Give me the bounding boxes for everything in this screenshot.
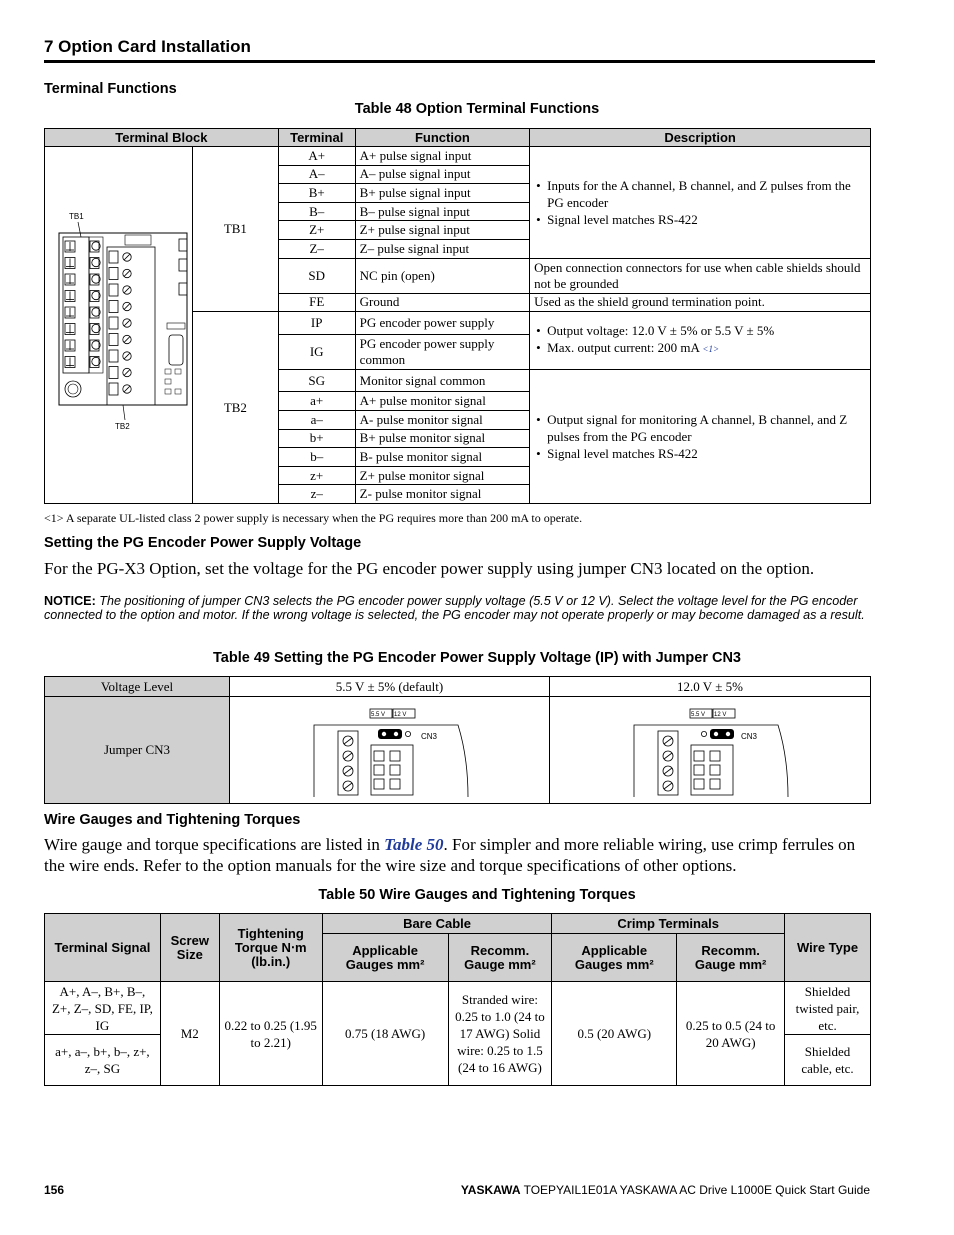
table-50-caption: Table 50 Wire Gauges and Tightening Torques [318, 887, 636, 903]
wire-type-cell: Shielded twisted pair, etc. [785, 982, 871, 1035]
signal-cell: a+, a–, b+, b–, z+, z–, SG [45, 1035, 161, 1086]
tb2-screw-slot [124, 287, 130, 293]
tb2-label-box [109, 268, 118, 280]
column-header: Description [530, 129, 871, 147]
tb1-label-box [90, 291, 99, 302]
terminal-cell: Z+ [278, 221, 355, 240]
column-header: Terminal Block [45, 129, 279, 147]
terminal-cell: B– [278, 202, 355, 221]
wire-body-text: Wire gauge and torque specifications are listed in [44, 835, 385, 854]
jumper-pin [381, 731, 386, 736]
connector-pin [390, 765, 400, 775]
terminal-cell: z+ [278, 466, 355, 485]
description-fe: Used as the shield ground termination point. [530, 293, 871, 312]
terminal-block-diagram [45, 147, 192, 499]
tb2-screw-slot [124, 353, 130, 359]
tb2-label-box [109, 317, 118, 329]
connector-pin [694, 765, 704, 775]
table-49-caption: Table 49 Setting the PG Encoder Power Supply Voltage (IP) with Jumper CN3 [213, 650, 741, 666]
header-bare-cable: Bare Cable [322, 914, 552, 934]
voltage-level-label: Voltage Level [45, 677, 230, 697]
function-cell: A+ pulse signal input [355, 147, 529, 166]
tb2-screw-slot [124, 304, 130, 310]
terminal-cell: B+ [278, 184, 355, 203]
footnote: <1> A separate UL-listed class 2 power supply is necessary when the PG requires more than 200 mA to operate. [44, 511, 583, 525]
terminal-block-tb2: TB2 [193, 312, 279, 504]
connector-pin [694, 751, 704, 761]
jumper-12v-label: 12 V [714, 712, 727, 718]
function-cell: B– pulse signal input [355, 202, 529, 221]
terminal-cell: a+ [278, 392, 355, 411]
wire-body-text: . For simpler and more reliable wiring, use crimp ferrules on the wire ends. Refer to the option manuals for the wire size and torque specifications of other options. [44, 835, 856, 875]
description-bullet: • Inputs for the A channel, B channel, and Z pulses from the PG encoder [547, 177, 866, 211]
pg-voltage-heading: Setting the PG Encoder Power Supply Voltage [44, 535, 362, 551]
notice-label: NOTICE: [44, 594, 96, 608]
tb2-label-box [109, 367, 118, 379]
footer-doc [461, 1183, 870, 1197]
tb2-label-box [109, 251, 118, 263]
signal-cell: A+, A–, B+, B–, Z+, Z–, SD, FE, IP, IG [45, 982, 161, 1035]
screw-cell: M2 [160, 982, 219, 1086]
connector-pin [374, 765, 384, 775]
terminal-screw-slot [344, 738, 352, 744]
connector-pin [710, 765, 720, 775]
tb1-label-box [90, 324, 99, 335]
description-bullet: • Signal level matches RS-422 [547, 211, 866, 228]
footnote-ref[interactable]: <1> [702, 344, 720, 355]
tb2-screw-slot [124, 254, 130, 260]
function-cell: B- pulse monitor signal [355, 448, 529, 467]
description-bullet: • Output signal for monitoring A channel, B channel, and Z pulses from the PG encoder [547, 411, 866, 445]
bare-applicable-cell: 0.75 (18 AWG) [322, 982, 448, 1086]
crimp-applicable-cell: 0.5 (20 AWG) [552, 982, 677, 1086]
notice-text: The positioning of jumper CN3 selects the PG encoder power supply voltage (5.5 V or 12 V). Select the voltage level for the PG encoder connected to the option and motor. If the wrong voltage is selected, the PG encoder may not operate properly or may become damaged as a result. [44, 594, 865, 622]
torque-cell: 0.22 to 0.25 (1.95 to 2.21) [219, 982, 322, 1086]
tb1-label-box [90, 274, 99, 285]
terminal-cell: IG [278, 334, 355, 369]
table-48-header [45, 129, 871, 147]
terminal-functions-heading: Terminal Functions [44, 81, 177, 97]
header-crimp-terminals: Crimp Terminals [552, 914, 785, 934]
tb2-screw-slot [124, 320, 130, 326]
description-bullet: • Signal level matches RS-422 [547, 445, 866, 462]
column-header: Function [355, 129, 529, 147]
connector-pin [390, 751, 400, 761]
crimp-recomm-cell: 0.25 to 0.5 (24 to 20 AWG) [677, 982, 785, 1086]
tb2-screw-slot [124, 271, 130, 277]
jumper-cn3-12v-diagram [550, 697, 870, 799]
jumper-pin [725, 731, 730, 736]
terminal-block-tb1: TB1 [193, 147, 279, 312]
connector-pin [710, 779, 720, 789]
terminal-cell: a– [278, 411, 355, 430]
tb2-figure-label: TB2 [115, 422, 130, 431]
tb2-label-box [109, 383, 118, 395]
terminal-screw-slot [664, 738, 672, 744]
function-cell: Ground [355, 293, 529, 312]
jumper-cn3-5v-diagram [230, 697, 549, 799]
tb2-label-box [109, 301, 118, 313]
terminal-cell: b+ [278, 429, 355, 448]
header-crimp-applicable: Applicable Gauges mm² [552, 934, 677, 982]
description-power [530, 312, 871, 370]
terminal-cell: FE [278, 293, 355, 312]
description-bullet: • Output voltage: 12.0 V ± 5% or 5.5 V ± 5% [547, 322, 866, 339]
page-number: 156 [44, 1183, 65, 1197]
function-cell: A- pulse monitor signal [355, 411, 529, 430]
function-cell: PG encoder power supply common [355, 334, 529, 369]
connector-pin [694, 779, 704, 789]
terminal-cell: A+ [278, 147, 355, 166]
cn3-label: CN3 [741, 732, 758, 741]
terminal-cell: b– [278, 448, 355, 467]
tb1-label-box [90, 357, 99, 368]
jumper-pin [713, 731, 718, 736]
terminal-cell: IP [278, 312, 355, 335]
terminal-cell: Z– [278, 239, 355, 258]
wire-body [44, 834, 874, 876]
header-terminal-signal: Terminal Signal [45, 914, 161, 982]
column-header: Terminal [278, 129, 355, 147]
jumper-12v-figure-cell [550, 697, 871, 804]
terminal-cell: SG [278, 369, 355, 392]
header-wire-type: Wire Type [785, 914, 871, 982]
terminal-cell: z– [278, 485, 355, 504]
table-48 [44, 128, 871, 504]
terminal-block-figure-cell [45, 147, 193, 504]
notice [44, 594, 878, 622]
pg-voltage-body: For the PG-X3 Option, set the voltage for the PG encoder power supply using jumper CN3 located on the option. [44, 559, 815, 578]
function-cell: B+ pulse signal input [355, 184, 529, 203]
jumper-12v-label: 12 V [394, 712, 407, 718]
connector-pin [710, 751, 720, 761]
cn3-label: CN3 [421, 732, 438, 741]
terminal-screw-slot [344, 768, 352, 774]
function-cell: Z+ pulse monitor signal [355, 466, 529, 485]
footer-brand: YASKAWA [460, 1183, 521, 1197]
tb2-screw-slot [124, 386, 130, 392]
header-bare-recomm: Recomm. Gauge mm² [448, 934, 552, 982]
voltage-option-12v: 12.0 V ± 5% [550, 677, 871, 697]
terminal-cell: SD [278, 258, 355, 293]
description-sd: Open connection connectors for use when cable shields should not be grounded [530, 258, 871, 293]
description-text: Max. output current: 200 mA [547, 340, 700, 356]
table-49 [44, 676, 871, 804]
bare-recomm-cell: Stranded wire: 0.25 to 1.0 (24 to 17 AWG) Solid wire: 0.25 to 1.5 (24 to 16 AWG) [448, 982, 552, 1086]
terminal-screw-slot [664, 783, 672, 789]
connector-pin [390, 779, 400, 789]
header-crimp-recomm: Recomm. Gauge mm² [677, 934, 785, 982]
table-50-link[interactable]: Table 50 [384, 835, 444, 854]
jumper-5v-label: 5.5 V [371, 712, 386, 718]
connector-pin [374, 779, 384, 789]
function-cell: B+ pulse monitor signal [355, 429, 529, 448]
function-cell: Monitor signal common [355, 369, 529, 392]
jumper-5v-label: 5.5 V [691, 712, 706, 718]
jumper-pin [701, 731, 706, 736]
terminal-screw-slot [664, 753, 672, 759]
jumper-cn3-label: Jumper CN3 [45, 697, 230, 804]
tb1-label-box [90, 307, 99, 318]
connector-body [691, 745, 733, 795]
tb1-label-box [90, 258, 99, 269]
footer-doc-title: TOEPYAIL1E01A YASKAWA AC Drive L1000E Quick Start Guide [520, 1183, 870, 1197]
terminal-screw-slot [664, 768, 672, 774]
tb2-label-box [109, 284, 118, 296]
description-bullet [547, 339, 866, 358]
wire-heading: Wire Gauges and Tightening Torques [44, 812, 301, 828]
table-50 [44, 913, 871, 1086]
section-title: 7 Option Card Installation [44, 37, 251, 56]
jumper-pin [405, 731, 410, 736]
tb2-label-box [109, 350, 118, 362]
description-monitor [530, 369, 871, 503]
function-cell: Z+ pulse signal input [355, 221, 529, 240]
tb2-screw-slot [124, 337, 130, 343]
function-cell: Z- pulse monitor signal [355, 485, 529, 504]
function-cell: A+ pulse monitor signal [355, 392, 529, 411]
tb1-label-box [90, 340, 99, 351]
function-cell: A– pulse signal input [355, 165, 529, 184]
connector-pin [374, 751, 384, 761]
terminal-screw-slot [344, 783, 352, 789]
description-inputs [530, 147, 871, 259]
tb2-screw-slot [124, 370, 130, 376]
tb1-label-box [90, 241, 99, 252]
tb1-figure-label: TB1 [69, 212, 84, 221]
function-cell: Z– pulse signal input [355, 239, 529, 258]
jumper-5v-figure-cell [230, 697, 550, 804]
terminal-cell: A– [278, 165, 355, 184]
header-bare-applicable: Applicable Gauges mm² [322, 934, 448, 982]
header-screw-size: Screw Size [160, 914, 219, 982]
header-torque: Tightening Torque N⋅m (lb.in.) [219, 914, 322, 982]
tb2-label-box [109, 334, 118, 346]
terminal-screw-slot [344, 753, 352, 759]
jumper-pin [393, 731, 398, 736]
voltage-option-5v: 5.5 V ± 5% (default) [230, 677, 550, 697]
table-48-caption: Table 48 Option Terminal Functions [354, 101, 600, 117]
function-cell: NC pin (open) [355, 258, 529, 293]
connector-body [371, 745, 413, 795]
wire-type-cell: Shielded cable, etc. [785, 1035, 871, 1086]
section-rule [44, 60, 875, 63]
function-cell: PG encoder power supply [355, 312, 529, 335]
